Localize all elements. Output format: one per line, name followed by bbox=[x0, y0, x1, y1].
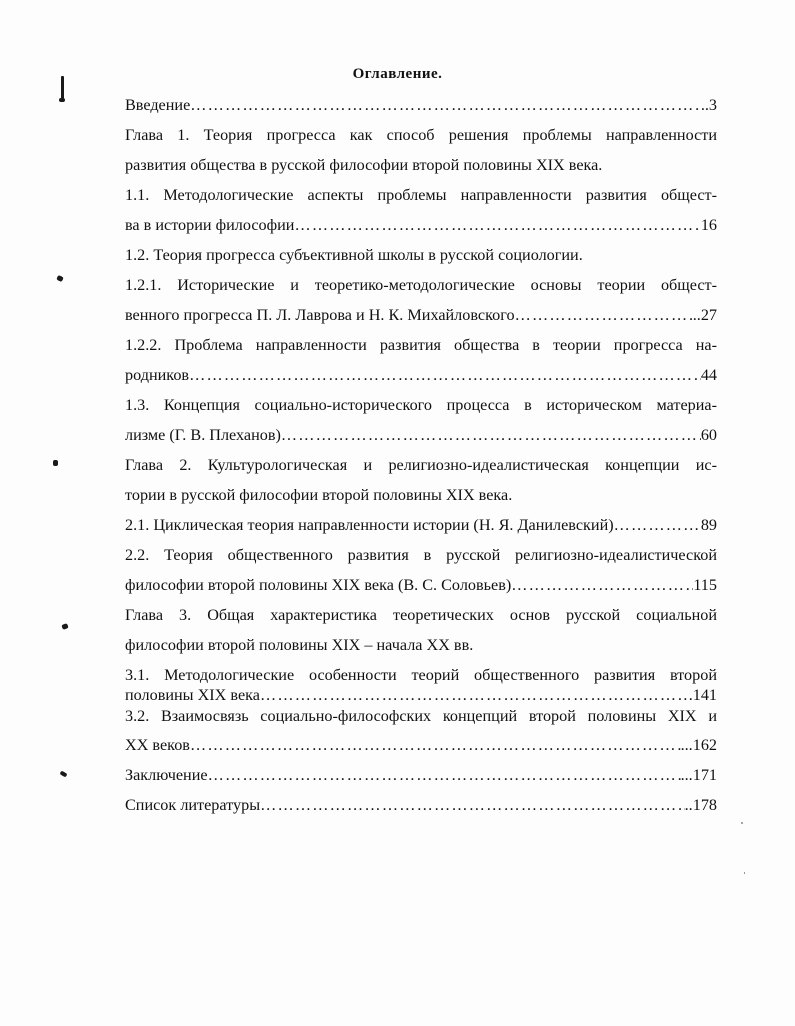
toc-section-1-2: 1.2. Теория прогресса субъективной школы в русской социологии. bbox=[125, 246, 583, 264]
scan-mark bbox=[59, 771, 67, 778]
toc-entry-conclusion bbox=[125, 765, 717, 785]
toc-page-number: 141 bbox=[692, 686, 717, 704]
toc-page-number: 44 bbox=[700, 366, 717, 384]
scan-mark bbox=[56, 275, 64, 282]
toc-entry-bibliography bbox=[125, 795, 717, 815]
toc-page-number: ...171 bbox=[680, 766, 717, 784]
toc-section-1-1-line-1: 1.1. Методологические аспекты проблемы направленности развития общест- bbox=[125, 186, 717, 204]
toc-section-1-3-line-1: 1.3. Концепция социально-исторического процесса в историческом материа- bbox=[125, 396, 717, 414]
toc-entry-text: Введение bbox=[125, 96, 191, 114]
toc-entry-introduction bbox=[125, 95, 717, 115]
toc-chapter-1-line-2: развития общества в русской философии второй половины XIX века. bbox=[125, 156, 603, 174]
toc-entry-text: Заключение bbox=[125, 766, 208, 784]
dot-leader bbox=[190, 95, 701, 115]
toc-entry-text: лизме (Г. В. Плеханов) bbox=[125, 426, 281, 444]
toc-entry-text: XX веков bbox=[125, 736, 190, 754]
toc-entry-text: половины XIX века bbox=[125, 686, 260, 704]
toc-page-number: 115 bbox=[693, 576, 717, 594]
dot-leader bbox=[511, 575, 693, 595]
scan-mark bbox=[61, 623, 68, 630]
toc-section-2-1 bbox=[125, 515, 717, 535]
page-title: Оглавление. bbox=[352, 66, 443, 82]
dot-leader bbox=[260, 795, 685, 815]
toc-section-3-1-line-1: 3.1. Методологические особенности теорий общественного развития второй bbox=[125, 666, 717, 684]
toc-chapter-2-line-1: Глава 2. Культурологическая и религиозно-идеалистическая концепции ис- bbox=[125, 456, 717, 474]
dot-leader bbox=[281, 425, 701, 445]
dot-leader bbox=[189, 365, 701, 385]
toc-chapter-3-line-1: Глава 3. Общая характеристика теоретических основ русской социальной bbox=[125, 606, 717, 624]
scan-speck bbox=[741, 822, 743, 824]
toc-section-1-2-1-line-1: 1.2.1. Исторические и теоретико-методологические основы теории общест- bbox=[125, 276, 717, 294]
dot-leader bbox=[260, 685, 693, 705]
dot-leader bbox=[190, 735, 681, 755]
toc-section-1-2-2-line-2 bbox=[125, 365, 717, 385]
toc-page-number: ..3 bbox=[700, 96, 717, 114]
toc-section-1-2-1-line-2 bbox=[125, 305, 717, 325]
scan-mark bbox=[53, 460, 58, 466]
toc-chapter-1-line-1: Глава 1. Теория прогресса как способ решения проблемы направленности bbox=[125, 126, 717, 144]
dot-leader bbox=[294, 215, 700, 235]
toc-section-1-3-line-2 bbox=[125, 425, 717, 445]
toc-section-1-1-line-2 bbox=[125, 215, 717, 235]
dot-leader bbox=[515, 305, 693, 325]
toc-entry-text: родников bbox=[125, 366, 190, 384]
toc-section-1-2-2-line-1: 1.2.2. Проблема направленности развития общества в теории прогресса на- bbox=[125, 336, 717, 354]
toc-entry-text: философии второй половины XIX века (В. С. Соловьев) bbox=[125, 576, 512, 594]
scan-mark bbox=[59, 98, 65, 102]
toc-section-3-1-line-2 bbox=[125, 685, 717, 705]
toc-section-3-2-line-1: 3.2. Взаимосвязь социально-философских концепций второй половины XIX и bbox=[125, 707, 717, 725]
toc-page-number: ..178 bbox=[684, 796, 717, 814]
toc-page-number: ...162 bbox=[680, 736, 717, 754]
scan-speck bbox=[744, 872, 745, 874]
toc-page-number: 16 bbox=[700, 216, 717, 234]
dot-leader bbox=[208, 765, 681, 785]
toc-page-number: ..27 bbox=[692, 306, 717, 324]
toc-section-3-2-line-2 bbox=[125, 735, 717, 755]
toc-page-number: 89 bbox=[700, 516, 717, 534]
toc-section-2-2-line-2 bbox=[125, 575, 717, 595]
toc-entry-text: 2.1. Циклическая теория направленности истории (Н. Я. Данилевский) bbox=[125, 516, 614, 534]
toc-entry-text: венного прогресса П. Л. Лаврова и Н. К. Михайловского bbox=[125, 306, 515, 324]
toc-chapter-2-line-2: тории в русской философии второй половины XIX века. bbox=[125, 486, 513, 504]
toc-page-number: 60 bbox=[700, 426, 717, 444]
dot-leader bbox=[614, 515, 701, 535]
toc-section-2-2-line-1: 2.2. Теория общественного развития в русской религиозно-идеалистической bbox=[125, 546, 717, 564]
toc-chapter-3-line-2: философии второй половины XIX – начала XX вв. bbox=[125, 636, 474, 654]
toc-entry-text: ва в истории философии bbox=[125, 216, 295, 234]
toc-entry-text: Список литературы bbox=[125, 796, 261, 814]
